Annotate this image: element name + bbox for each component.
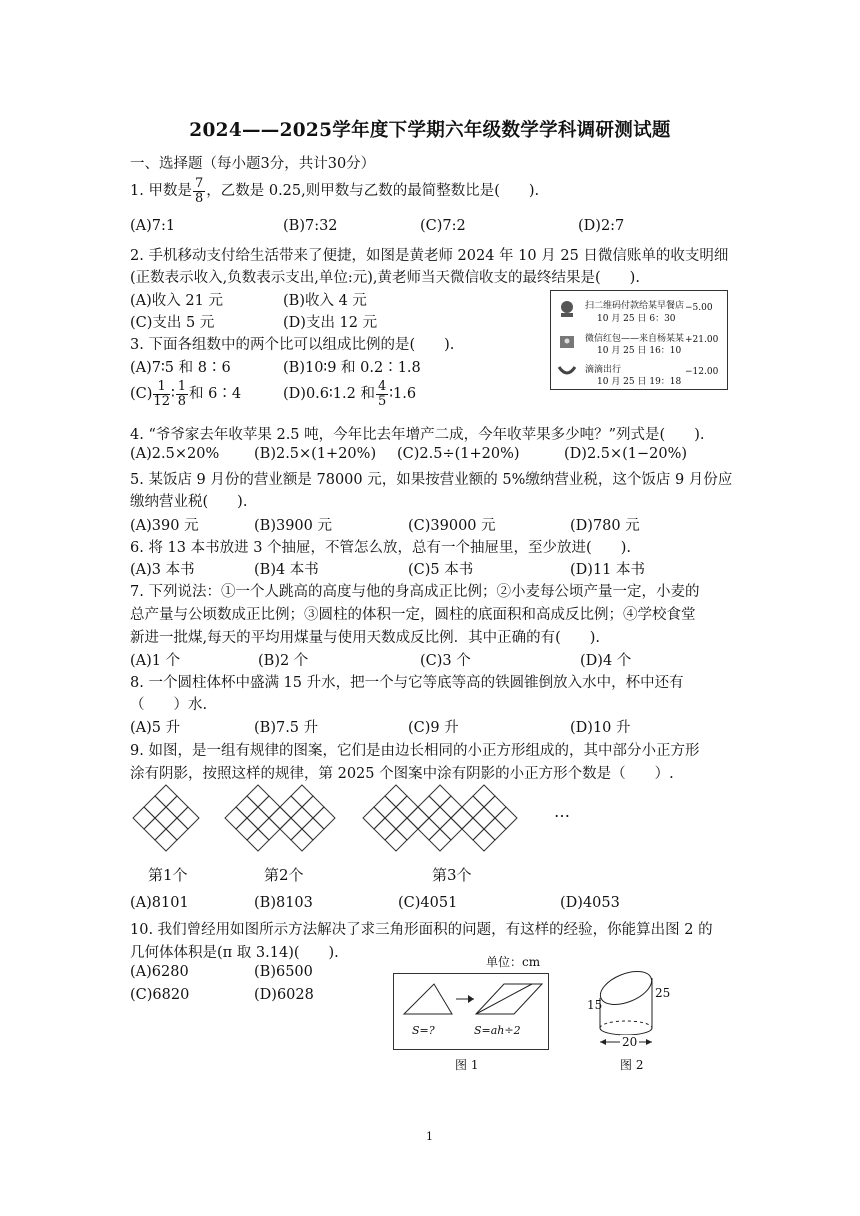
option-d[interactable]: (D)10 升	[570, 720, 631, 736]
figure-caption-2: 第2个	[264, 866, 304, 884]
small-square	[313, 807, 335, 829]
small-square	[429, 807, 451, 829]
small-square	[247, 829, 269, 851]
small-square	[291, 829, 313, 851]
question-3-stem: 3. 下面各组数中的两个比可以组成比例的是( ).	[130, 337, 455, 353]
option-a[interactable]: (A)2.5×20%	[130, 446, 220, 462]
small-square	[291, 785, 313, 807]
option-b[interactable]: (B)10∶9 和 0.2∶1.8	[283, 360, 421, 376]
small-square	[407, 807, 429, 829]
diameter-label: 20	[622, 1035, 638, 1049]
triangle-shape	[404, 984, 452, 1014]
small-square	[144, 818, 166, 840]
didi-icon	[559, 367, 575, 373]
figure-2-caption: 图 2	[620, 1058, 644, 1072]
question-7-line3: 新进一批煤,每天的平均用煤量与使用天数成反比例．其中正确的有( ).	[130, 630, 601, 646]
small-square	[440, 818, 462, 840]
bill-title-3: 滴滴出行	[585, 365, 622, 375]
small-square	[291, 807, 313, 829]
small-square	[155, 785, 177, 807]
small-square	[462, 796, 484, 818]
option-d[interactable]: (D)2:7	[578, 218, 625, 234]
question-10-line1: 10. 我们曾经用如图所示方法解决了求三角形面积的问题，有这样的经验，你能算出图 2 的	[130, 922, 713, 938]
small-square	[484, 818, 506, 840]
small-square	[429, 829, 451, 851]
small-square	[280, 796, 302, 818]
option-a[interactable]: (A)7:1	[130, 218, 176, 234]
option-a[interactable]: (A)8101	[130, 895, 189, 911]
small-square	[269, 807, 291, 829]
figure-caption-3: 第3个	[432, 866, 472, 884]
bill-title-2: 微信红包——来自杨某某	[585, 334, 685, 344]
page-title: 2024——2025学年度下学期六年级数学学科调研测试题	[189, 120, 671, 141]
small-square	[451, 807, 473, 829]
small-square	[385, 785, 407, 807]
bill-time-1: 10 月 25 日 6：30	[597, 314, 676, 324]
option-d[interactable]: (D)支出 12 元	[283, 315, 378, 331]
option-b[interactable]: (B)收入 4 元	[283, 293, 367, 309]
option-a[interactable]: (A)5 升	[130, 720, 181, 736]
small-square	[177, 807, 199, 829]
small-square	[484, 796, 506, 818]
fraction: $\frac{4}{5}$	[377, 378, 387, 409]
fraction: $\frac{1}{12}$	[153, 378, 170, 409]
fraction: $\frac{7}{8}$	[194, 175, 204, 206]
small-square	[258, 796, 280, 818]
option-d[interactable]: (D)4 个	[580, 653, 632, 669]
area-unknown-label: S=?	[412, 1024, 435, 1037]
option-c[interactable]: (C) $\frac{1}{12}$ ∶ $\frac{1}{8}$ 和 6∶4	[130, 378, 242, 409]
small-square	[133, 807, 155, 829]
figure-caption-1: 第1个	[148, 866, 188, 884]
option-b[interactable]: (B)2.5×(1+20%)	[254, 446, 377, 462]
small-square	[280, 818, 302, 840]
small-square	[225, 807, 247, 829]
question-7-line1: 7. 下列说法：①一个人跳高的高度与他的身高成正比例；②小麦每公顷产量一定，小麦的	[130, 584, 700, 600]
figure-1-box	[393, 973, 549, 1050]
bill-time-2: 10 月 25 日 16：10	[597, 346, 682, 356]
small-square	[473, 829, 495, 851]
question-4-stem: 4. “爷爷家去年收苹果 2.5 吨，今年比去年增产二成，今年收苹果多少吨？”列式是( ).	[130, 427, 705, 443]
option-a[interactable]: (A)1 个	[130, 653, 181, 669]
option-c[interactable]: (C)支出 5 元	[130, 315, 215, 331]
small-square	[473, 807, 495, 829]
small-square	[144, 796, 166, 818]
parallelogram-shape	[476, 984, 542, 1014]
option-b[interactable]: (B)7.5 升	[254, 720, 319, 736]
option-b[interactable]: (B)8103	[254, 895, 313, 911]
small-square	[385, 807, 407, 829]
height-15-label: 15	[587, 998, 603, 1012]
small-square	[236, 796, 258, 818]
fraction: $\frac{1}{8}$	[177, 378, 187, 409]
option-a[interactable]: (A)收入 21 元	[130, 293, 223, 309]
small-square	[166, 796, 188, 818]
option-a[interactable]: (A)7∶5 和 8∶6	[130, 360, 231, 376]
option-c[interactable]: (C)2.5÷(1+20%)	[397, 446, 520, 462]
option-b[interactable]: (B)2 个	[258, 653, 309, 669]
option-c[interactable]: (C)5 本书	[408, 562, 474, 578]
qr-pay-icon	[561, 301, 573, 317]
small-square	[374, 796, 396, 818]
small-square	[396, 818, 418, 840]
height-25-label: 25	[655, 986, 671, 1000]
small-square	[166, 818, 188, 840]
question-2-line2: (正数表示收入,负数表示支出,单位:元),黄老师当天微信收支的最终结果是( ).	[130, 270, 640, 286]
small-square	[269, 807, 291, 829]
option-b[interactable]: (B)6500	[254, 964, 313, 980]
question-1-stem: 1. 甲数是 $\frac{7}{8}$ ，乙数是 0.25,则甲数与乙数的最简整数比是( ).	[130, 175, 540, 206]
question-9-line1: 9. 如图，是一组有规律的图案，它们是由边长相同的小正方形组成的，其中部分小正方形	[130, 743, 700, 759]
small-square	[155, 829, 177, 851]
option-d[interactable]: (D)780 元	[570, 518, 640, 534]
option-c[interactable]: (C)39000 元	[408, 518, 496, 534]
unit-label: 单位：cm	[486, 955, 541, 969]
small-square	[451, 807, 473, 829]
red-packet-icon	[560, 336, 574, 348]
question-7-line2: 总产量与公顷数成正比例；③圆柱的体积一定，圆柱的底面积和高成反比例；④学校食堂	[130, 607, 696, 623]
pattern-figures	[125, 780, 595, 860]
small-square	[462, 818, 484, 840]
option-d[interactable]: (D)0.6∶1.2 和 $\frac{4}{5}$ ∶1.6	[283, 378, 417, 409]
bill-time-3: 10 月 25 日 19：18	[597, 377, 682, 387]
bill-amount-2: +21.00	[685, 335, 719, 345]
small-square	[155, 807, 177, 829]
option-d[interactable]: (D)2.5×(1−20%)	[564, 446, 688, 462]
question-10-line2: 几何体体积是(π 取 3.14)( ).	[130, 945, 339, 961]
bill-amount-1: −5.00	[685, 303, 713, 313]
question-8-line2: （ ）水.	[130, 697, 208, 713]
question-9-line2: 涂有阴影，按照这样的规律，第 2025 个图案中涂有阴影的小正方形个数是（ ）.	[130, 766, 674, 782]
page-number: 1	[426, 1130, 433, 1143]
option-a[interactable]: (A)6280	[130, 964, 189, 980]
question-6-stem: 6. 将 13 本书放进 3 个抽屉，不管怎么放，总有一个抽屉里，至少放进( ).	[130, 540, 631, 556]
small-square	[440, 796, 462, 818]
wechat-bill-figure	[550, 290, 728, 390]
question-5-line1: 5. 某饭店 9 月份的营业额是 78000 元，如果按营业额的 5%缴纳营业税，这个饭店 9 月份应	[130, 472, 733, 488]
section-heading: 一、选择题（每小题3分，共计30分）	[130, 156, 376, 172]
small-square	[247, 785, 269, 807]
option-d[interactable]: (D)4053	[560, 895, 620, 911]
option-c[interactable]: (C)6820	[130, 987, 190, 1003]
small-square	[407, 807, 429, 829]
option-c[interactable]: (C)7:2	[420, 218, 466, 234]
option-c[interactable]: (C)9 升	[408, 720, 459, 736]
small-square	[418, 796, 440, 818]
small-square	[495, 807, 517, 829]
small-square	[258, 818, 280, 840]
small-square	[302, 818, 324, 840]
option-a[interactable]: (A)390 元	[130, 518, 199, 534]
question-8-line1: 8. 一个圆柱体杯中盛满 15 升水，把一个与它等底等高的铁圆锥倒放入水中，杯中还有	[130, 675, 684, 691]
small-square	[418, 818, 440, 840]
small-square	[374, 818, 396, 840]
ellipsis: …	[554, 802, 570, 821]
small-square	[247, 807, 269, 829]
small-square	[429, 785, 451, 807]
bill-amount-3: −12.00	[685, 367, 719, 377]
small-square	[473, 785, 495, 807]
question-2-line1: 2. 手机移动支付给生活带来了便捷，如图是黄老师 2024 年 10 月 25 日微信账单的收支明细	[130, 248, 729, 264]
option-b[interactable]: (B)7:32	[283, 218, 338, 234]
option-c[interactable]: (C)3 个	[420, 653, 471, 669]
option-b[interactable]: (B)4 本书	[254, 562, 319, 578]
option-d[interactable]: (D)11 本书	[570, 562, 645, 578]
figure-1-caption: 图 1	[455, 1058, 479, 1072]
option-c[interactable]: (C)4051	[398, 895, 458, 911]
option-b[interactable]: (B)3900 元	[254, 518, 332, 534]
small-square	[236, 818, 258, 840]
option-d[interactable]: (D)6028	[254, 987, 314, 1003]
option-a[interactable]: (A)3 本书	[130, 562, 195, 578]
small-square	[396, 796, 418, 818]
bill-title-1: 扫二维码付款给某早餐店	[585, 301, 685, 311]
question-5-line2: 缴纳营业税( ).	[130, 494, 248, 510]
small-square	[302, 796, 324, 818]
area-formula-label: S=ah÷2	[474, 1024, 521, 1037]
small-square	[363, 807, 385, 829]
small-square	[385, 829, 407, 851]
